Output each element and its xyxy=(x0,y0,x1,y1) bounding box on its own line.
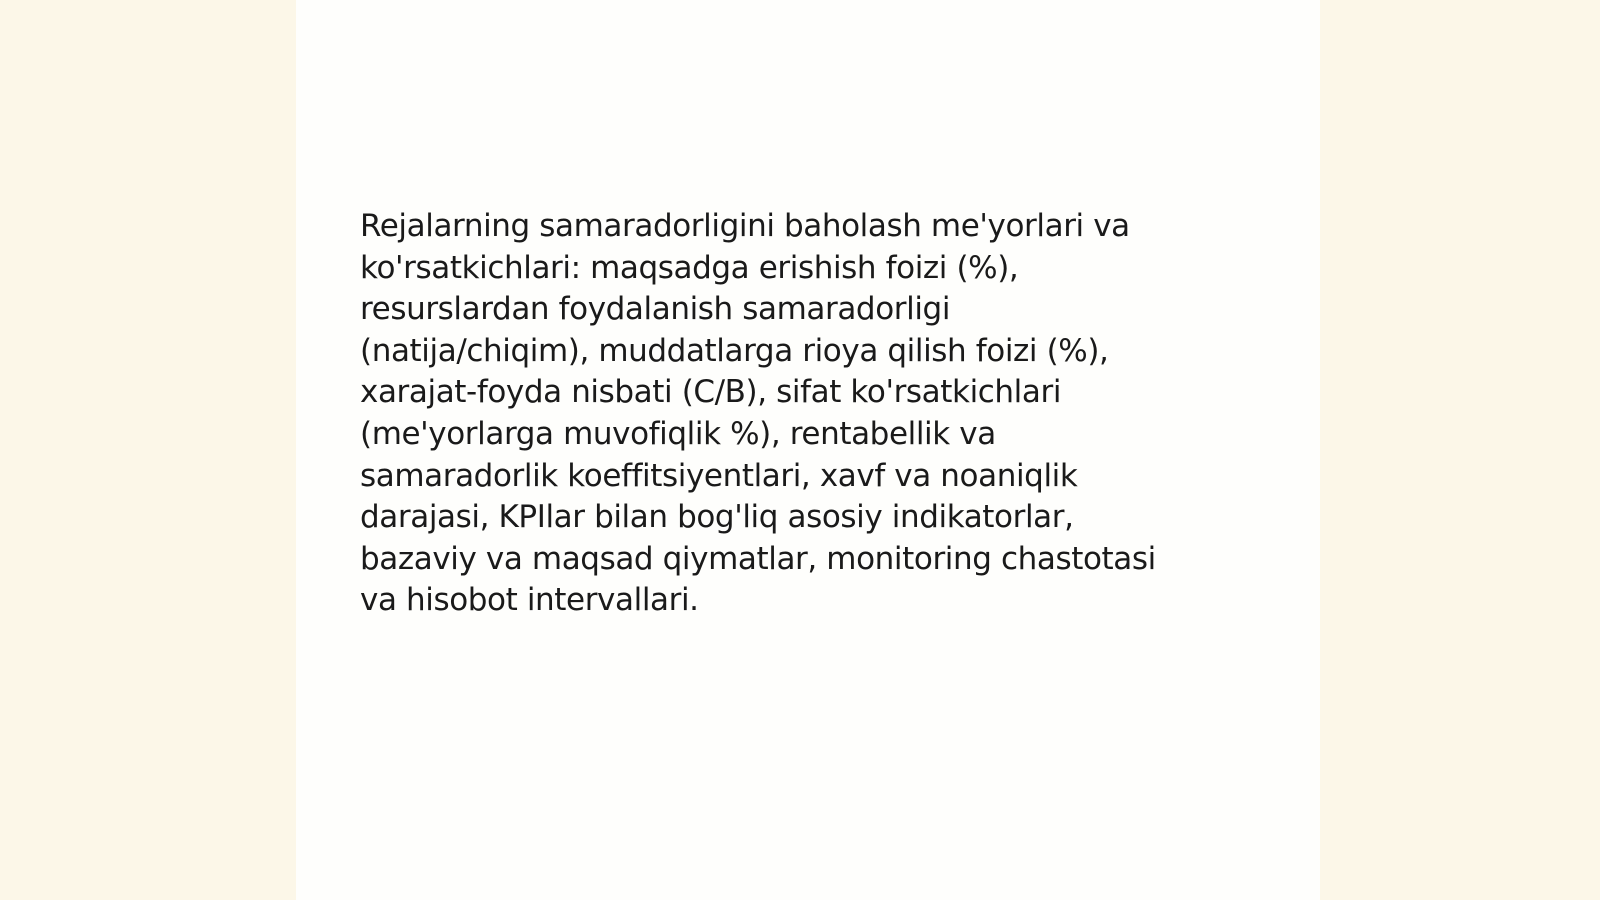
document-page xyxy=(296,0,1320,900)
paragraph-line: Rejalarning samaradorligini baholash me'yorlari va xyxy=(360,208,1130,244)
paragraph-line: resurslardan foydalanish samaradorligi xyxy=(360,291,951,328)
paragraph-line: (natija/chiqim), muddatlarga rioya qilish foizi (%), xyxy=(360,332,1109,369)
paragraph-line: xarajat-foyda nisbati (C/B), sifat ko'rsatkichlari xyxy=(360,374,1062,411)
paragraph-line: bazaviy va maqsad qiymatlar, monitoring chastotasi xyxy=(360,540,1156,577)
paragraph-line: darajasi, KPIlar bilan bog'liq asosiy indikatorlar, xyxy=(360,499,1074,536)
paragraph-line: (me'yorlarga muvofiqlik %), rentabellik va xyxy=(360,415,996,452)
body-paragraph xyxy=(360,206,1240,622)
paragraph-line: va hisobot intervallari. xyxy=(360,582,699,619)
paragraph-line: samaradorlik koeffitsiyentlari, xavf va noaniqlik xyxy=(360,457,1078,494)
paragraph-line: ko'rsatkichlari: maqsadga erishish foizi (%), xyxy=(360,249,1019,286)
